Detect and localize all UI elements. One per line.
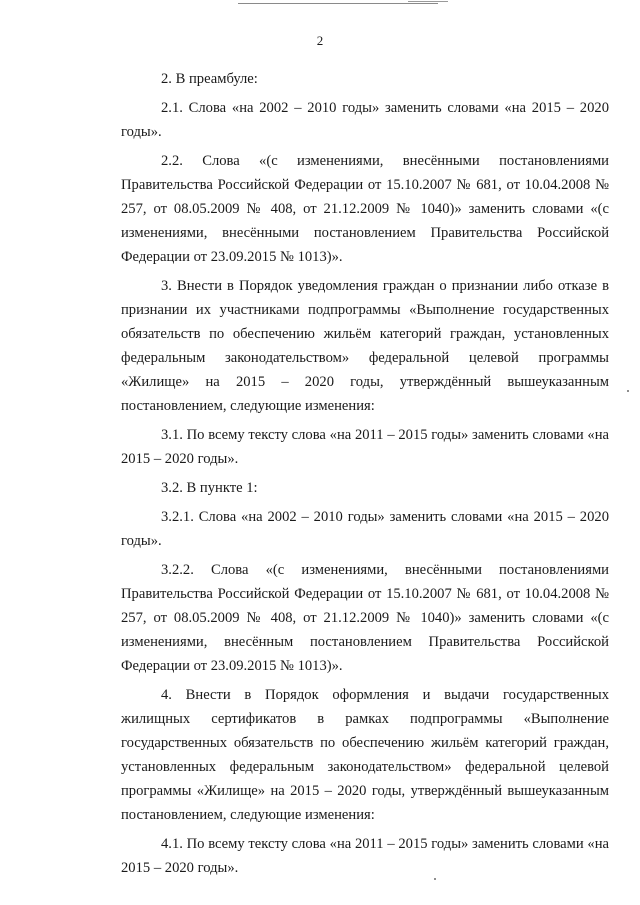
document-body bbox=[121, 67, 609, 880]
paragraph-3-2-1: 3.2.1. Слова «на 2002 – 2010 годы» заменить словами «на 2015 – 2020 годы». bbox=[121, 509, 609, 549]
paragraph-4: 4. Внести в Порядок оформления и выдачи государственных жилищных сертификатов в рамках подпрограммы «Выполнение государственных обязательств по обеспечению жильём категорий граждан, установленных федеральным законодательством» федеральной целевой программы «Жилище» на 2015 – 2020 годы, утверждённый вышеуказанным постановлением, следующие изменения: bbox=[121, 687, 609, 823]
paragraph-3-2: 3.2. В пункте 1: bbox=[161, 480, 258, 496]
scan-speck bbox=[434, 878, 436, 880]
top-scan-rule-fragment bbox=[408, 1, 448, 2]
paragraph-3-2-2: 3.2.2. Слова «(с изменениями, внесёнными постановлениями Правительства Российской Федерации от 15.10.2007 № 681, от 10.04.2008 № 257, от 08.05.2009 № 408, от 21.12.2009 № 1040)» заменить словами «(с изменениями, внесённым постановлением Правительства Российской Федерации от 23.09.2015 № 1013)». bbox=[121, 562, 609, 674]
paragraph-3-1: 3.1. По всему тексту слова «на 2011 – 2015 годы» заменить словами «на 2015 – 2020 годы». bbox=[121, 427, 609, 467]
paragraph-3: 3. Внести в Порядок уведомления граждан о признании либо отказе в признании их участниками подпрограммы «Выполнение государственных обязательств по обеспечению жильём категорий граждан, установленных федеральным законодательством» федеральной целевой программы «Жилище» на 2015 – 2020 годы, утверждённый вышеуказанным постановлением, следующие изменения: bbox=[121, 278, 609, 414]
paragraph-4-1: 4.1. По всему тексту слова «на 2011 – 2015 годы» заменить словами «на 2015 – 2020 годы». bbox=[121, 836, 609, 876]
paragraph-2: 2. В преамбуле: bbox=[161, 71, 258, 87]
scan-speck bbox=[627, 390, 629, 392]
paragraph-2-2: 2.2. Слова «(с изменениями, внесёнными постановлениями Правительства Российской Федерации от 15.10.2007 № 681, от 10.04.2008 № 257, от 08.05.2009 № 408, от 21.12.2009 № 1040)» заменить словами «(с изменениями, внесёнными постановлением Правительства Российской Федерации от 23.09.2015 № 1013)». bbox=[121, 153, 609, 265]
paragraph-2-1: 2.1. Слова «на 2002 – 2010 годы» заменить словами «на 2015 – 2020 годы». bbox=[121, 100, 609, 140]
top-scan-rule bbox=[238, 3, 438, 4]
page-number: 2 bbox=[316, 33, 324, 48]
